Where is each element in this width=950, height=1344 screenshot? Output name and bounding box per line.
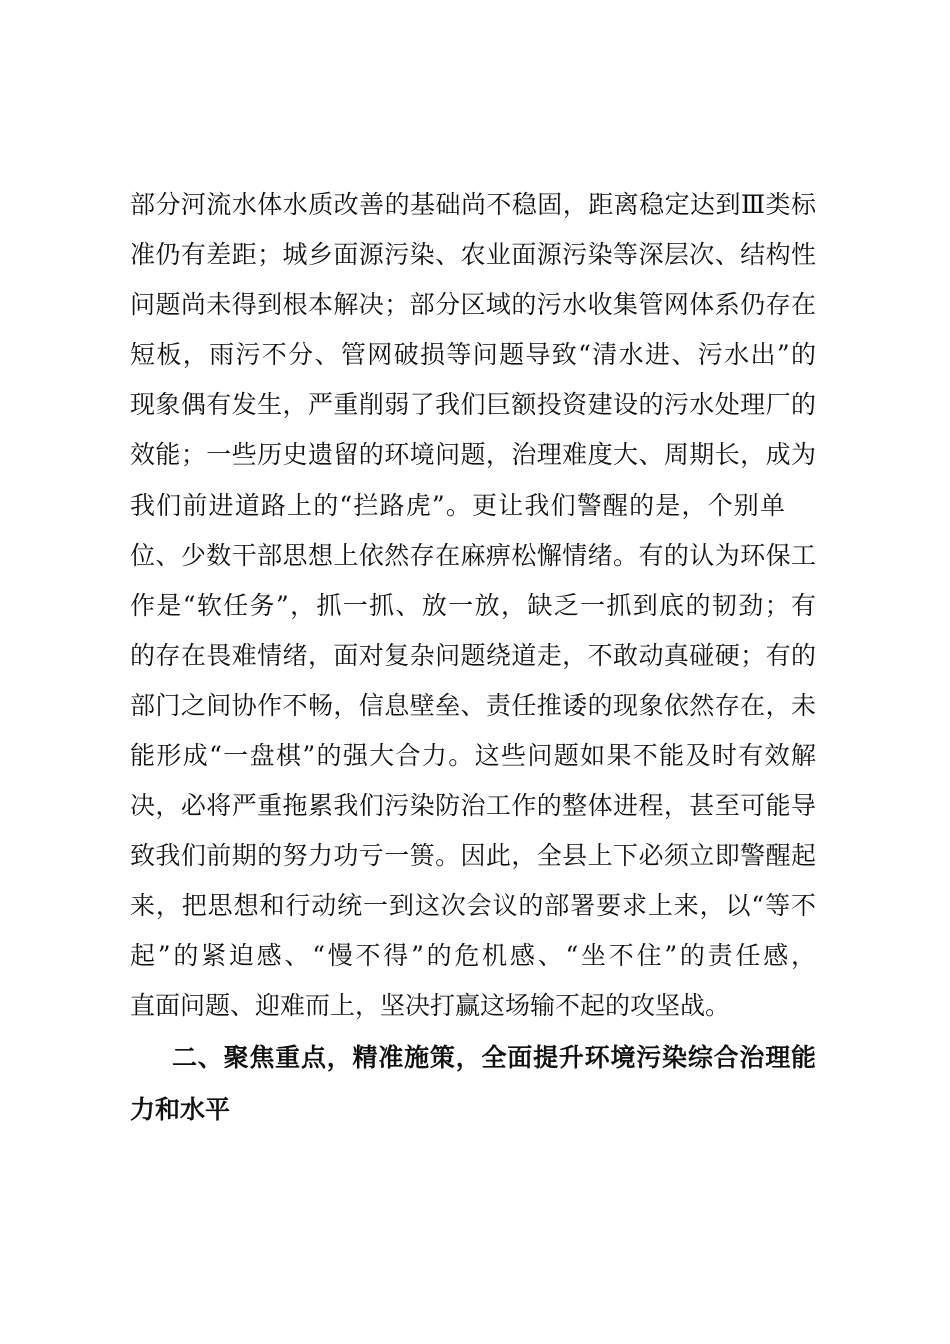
paragraph-line: 能形成“一盘棋”的强大合力。这些问题如果不能及时有效解 — [130, 741, 816, 770]
paragraph-line: 我们前进道路上的“拦路虎”。更让我们警醒的是，个别单 — [130, 491, 785, 520]
paragraph-line: 的存在畏难情绪，面对复杂问题绕道走，不敢动真碰硬；有的 — [130, 641, 816, 670]
paragraph-line: 准仍有差距；城乡面源污染、农业面源污染等深层次、结构性 — [130, 240, 816, 269]
paragraph-line: 位、少数干部思想上依然存在麻痹松懈情绪。有的认为环保工 — [130, 541, 816, 570]
paragraph-line: 问题尚未得到根本解决；部分区域的污水收集管网体系仍存在 — [130, 290, 816, 319]
section-heading: 力和水平 — [130, 1095, 231, 1124]
paragraph-line: 作是“软任务”，抓一抓、放一放，缺乏一抓到底的韧劲；有 — [130, 591, 816, 620]
paragraph-line: 致我们前期的努力功亏一篑。因此，全县上下必须立即警醒起 — [130, 841, 816, 870]
paragraph-line: 起”的紧迫感、“慢不得”的危机感、“坐不住”的责任感， — [130, 941, 816, 970]
paragraph-line: 部分河流水体水质改善的基础尚不稳固，距离稳定达到Ⅲ类标 — [130, 190, 816, 219]
paragraph-line: 效能；一些历史遗留的环境问题，治理难度大、周期长，成为 — [130, 440, 816, 469]
paragraph-line: 现象偶有发生，严重削弱了我们巨额投资建设的污水处理厂的 — [130, 390, 816, 419]
paragraph-line: 部门之间协作不畅，信息壁垒、责任推诿的现象依然存在，未 — [130, 691, 816, 720]
paragraph-line: 来，把思想和行动统一到这次会议的部署要求上来，以“等不 — [130, 891, 816, 920]
paragraph-line: 直面问题、迎难而上，坚决打赢这场输不起的攻坚战。 — [130, 991, 731, 1020]
paragraph-line: 决，必将严重拖累我们污染防治工作的整体进程，甚至可能导 — [130, 791, 816, 820]
paragraph-line: 短板，雨污不分、管网破损等问题导致“清水进、污水出”的 — [130, 340, 816, 369]
section-heading: 二、聚焦重点，精准施策，全面提升环境污染综合治理能 — [172, 1043, 816, 1072]
